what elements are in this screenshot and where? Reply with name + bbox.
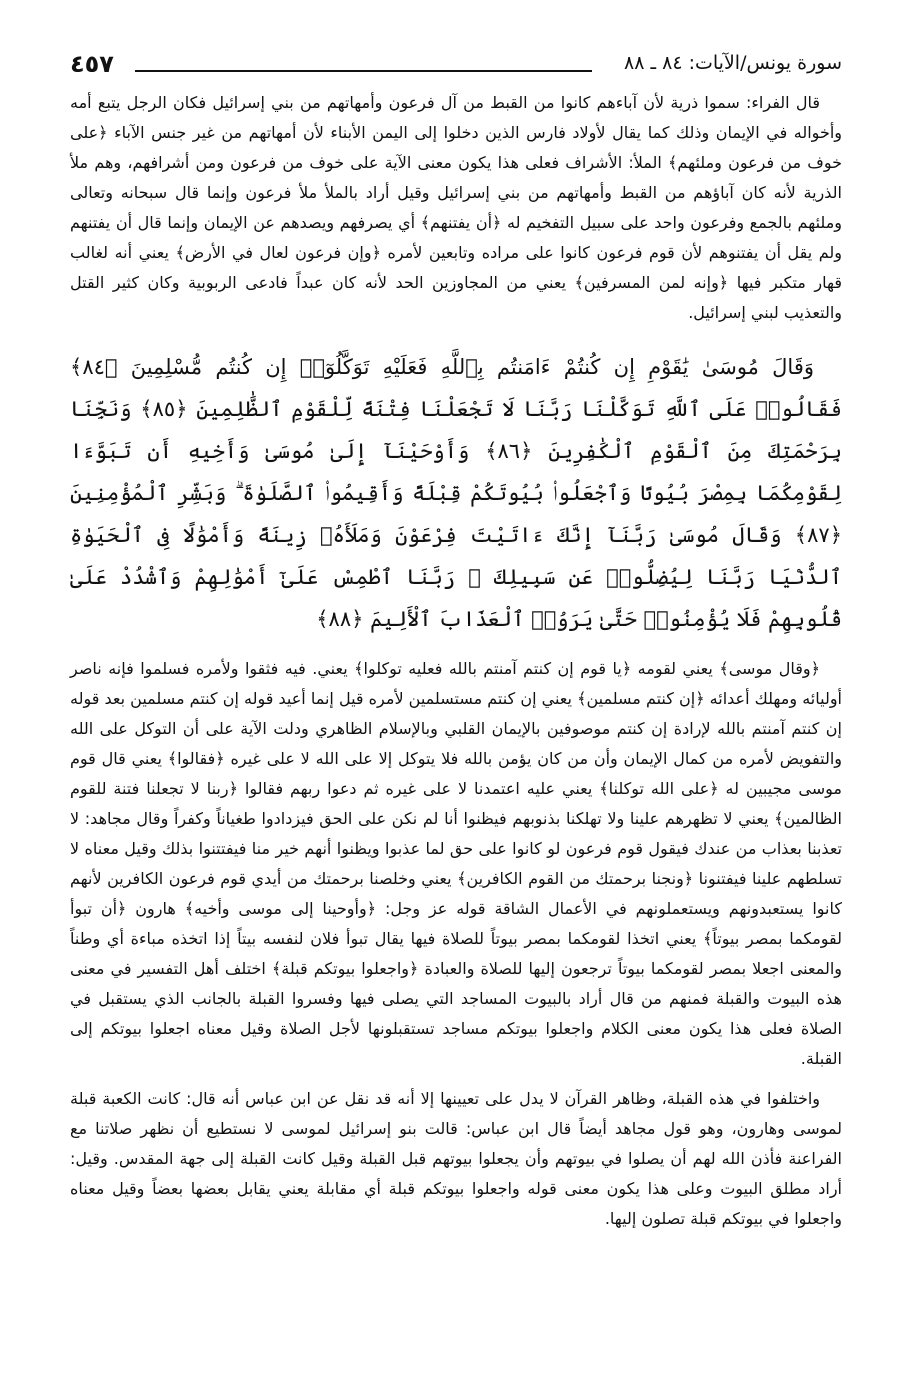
running-title: سورة يونس/الآيات: ٨٤ ـ ٨٨ [624, 52, 842, 74]
header-rule [135, 70, 592, 72]
quran-verses-84-88: وَقَالَ مُوسَىٰ يَٰقَوْمِ إِن كُنتُمْ ءَامَنتُم بِٱللَّهِ فَعَلَيْهِ تَوَكَّلُوٓا۟ إِن كُنتُم مُّسْلِمِينَ ﴿٨٤﴾ فَقَالُوا۟ عَلَى ٱللَّهِ تَوَكَّلْنَا رَبَّنَا لَا تَجْعَلْنَا فِتْنَةً لِّلْقَوْمِ ٱلظَّٰلِمِينَ ﴿٨٥﴾ وَنَجِّنَا بِرَحْمَتِكَ مِنَ ٱلْقَوْمِ ٱلْكَٰفِرِينَ ﴿٨٦﴾ وَأَوْحَيْنَآ إِلَىٰ مُوسَىٰ وَأَخِيهِ أَن تَبَوَّءَا لِقَوْمِكُمَا بِمِصْرَ بُيُوتًا وَٱجْعَلُوا۟ بُيُوتَكُمْ قِبْلَةً وَأَقِيمُوا۟ ٱلصَّلَوٰةَ ۗ وَبَشِّرِ ٱلْمُؤْمِنِينَ ﴿٨٧﴾ وَقَالَ مُوسَىٰ رَبَّنَآ إِنَّكَ ءَاتَيْتَ فِرْعَوْنَ وَمَلَأَهُۥ زِينَةً وَأَمْوَٰلًا فِى ٱلْحَيَوٰةِ ٱلدُّنْيَا رَبَّنَا لِيُضِلُّوا۟ عَن سَبِيلِكَ ۖ رَبَّنَا ٱطْمِسْ عَلَىٰٓ أَمْوَٰلِهِمْ وَٱشْدُدْ عَلَىٰ قُلُوبِهِمْ فَلَا يُؤْمِنُوا۟ حَتَّىٰ يَرَوُا۟ ٱلْعَذَابَ ٱلْأَلِيمَ ﴿٨٨﴾ [70, 355, 842, 631]
commentary-paragraph-3: واختلفوا في هذه القبلة، وظاهر القرآن لا يدل على تعيينها إلا أنه قد نقل عن ابن عباس أنه قال: كانت الكعبة قبلة لموسى وهارون، وهو قول مجاهد أيضاً قال ابن عباس: قالت بنو إسرائيل لموسى لا نستطيع أن نظهر صلاتنا مع الفراعنة فأذن الله لهم أن يصلوا في بيوتهم وأن يجعلوا بيوتهم قبل القبلة وقيل كانت القبلة إلى جهة المقدس. وقيل: أراد مطلق البيوت وعلى هذا يكون معنى قوله واجعلوا بيوتكم قبلة أي مقابلة يعني يقابل بعضها بعضاً وقيل معناه واجعلوا في بيوتكم قبلة تصلون إليها. [70, 1089, 842, 1228]
page-header [70, 50, 842, 82]
commentary-paragraph-2: ﴿وقال موسى﴾ يعني لقومه ﴿يا قوم إن كنتم آمنتم بالله فعليه توكلوا﴾ يعني. فيه فثقوا ولأمره فسلموا فإنه ناصر أوليائه ومهلك أعدائه ﴿إن كنتم مسلمين﴾ يعني إن كنتم مستسلمين لأمره قيل إنما أعيد قوله إن كنتم مسلمين بعد قوله إن كنتم آمنتم بالله لإرادة إن كنتم موصوفين بالإيمان القلبي وبالإسلام الظاهري ودلت الآية على أن التوكل على الله والتفويض لأمره من كمال الإيمان وأن من كان يؤمن بالله فلا يتوكل إلا على الله لا على غيره ﴿فقالوا﴾ يعني قال قوم موسى مجيبين له ﴿على الله توكلنا﴾ يعني عليه اعتمدنا لا على غيره ثم دعوا ربهم فقالوا ﴿ربنا لا تجعلنا فتنة للقوم الظالمين﴾ يعني لا تظهرهم علينا ولا تهلكنا بذنوبهم فيظنوا أنا لم نكن على الحق فيزدادوا طغياناً وكفراً وقال مجاهد: لا تعذبنا بعذاب من عندك فيقول قوم فرعون لو كانوا على حق لما عذبوا ويظنوا أنهم خير منا فيفتتنوا بذلك وقيل معناه لا تسلطهم علينا فيفتنونا ﴿ونجنا برحمتك من القوم الكافرين﴾ يعني وخلصنا برحمتك من أيدي قوم فرعون الكافرين لأنهم كانوا يستعبدونهم ويستعملونهم في الأعمال الشاقة قوله عز وجل: ﴿وأوحينا إلى موسى وأخيه﴾ هارون ﴿أن تبوأ لقومكما بمصر بيوتاً﴾ يعني اتخذا لقومكما بمصر بيوتاً للصلاة فيها يقال تبوأ فلان لنفسه بيتاً إذا اتخذه مباءة أي وطناً والمعنى اجعلا بمصر لقومكما بيوتاً ترجعون إليها للصلاة والعبادة ﴿واجعلوا بيوتكم قبلة﴾ اختلف أهل التفسير في معنى هذه البيوت والقبلة فمنهم من قال أراد بالبيوت المساجد التي يصلى فيها وفسروا القبلة بالجانب الذي يستقبل في الصلاة فعلى هذا يكون معنى الكلام واجعلوا بيوتكم مساجد تستقبلونها لأجل الصلاة وقيل معناه اجعلوا بيوتكم إلى القبلة. [70, 659, 842, 1068]
commentary-paragraph-1: قال الفراء: سموا ذرية لأن آباءهم كانوا من القبط من آل فرعون وأمهاتهم من بني إسرائيل فكان الرجل يتبع أمه وأخواله في الإيمان وذلك كما يقال لأولاد فارس الذين دخلوا إلى اليمن الأبناء لأن أمهاتهم من غير جنس الآباء ﴿على خوف من فرعون وملئهم﴾ الملأ: الأشراف فعلى هذا يكون معنى الآية على خوف من فرعون ومن أشرافهم، وهم ملأ الذرية لأنه كان آباؤهم من القبط وأمهاتهم من بني إسرائيل وقيل أراد بالملأ ملأ فرعون وإنما قال سبحانه وتعالى وملئهم بالجمع وفرعون واحد على سبيل التفخيم له ﴿أن يفتنهم﴾ أي يصرفهم ويصدهم عن الإيمان وإنما قال أن يفتنهم ولم يقل أن يفتنوهم لأن قوم فرعون كانوا على مراده وتابعين لأمره ﴿وإن فرعون لعال في الأرض﴾ يعني أنه لغالب قهار متكبر فيها ﴿وإنه لمن المسرفين﴾ يعني من المجاوزين الحد لأنه كان عبداً فادعى الربوبية وكان كثير القتل والتعذيب لبني إسرائيل. [70, 93, 842, 322]
page-body [70, 88, 842, 1234]
page-number: ٤٥٧ [70, 50, 114, 78]
